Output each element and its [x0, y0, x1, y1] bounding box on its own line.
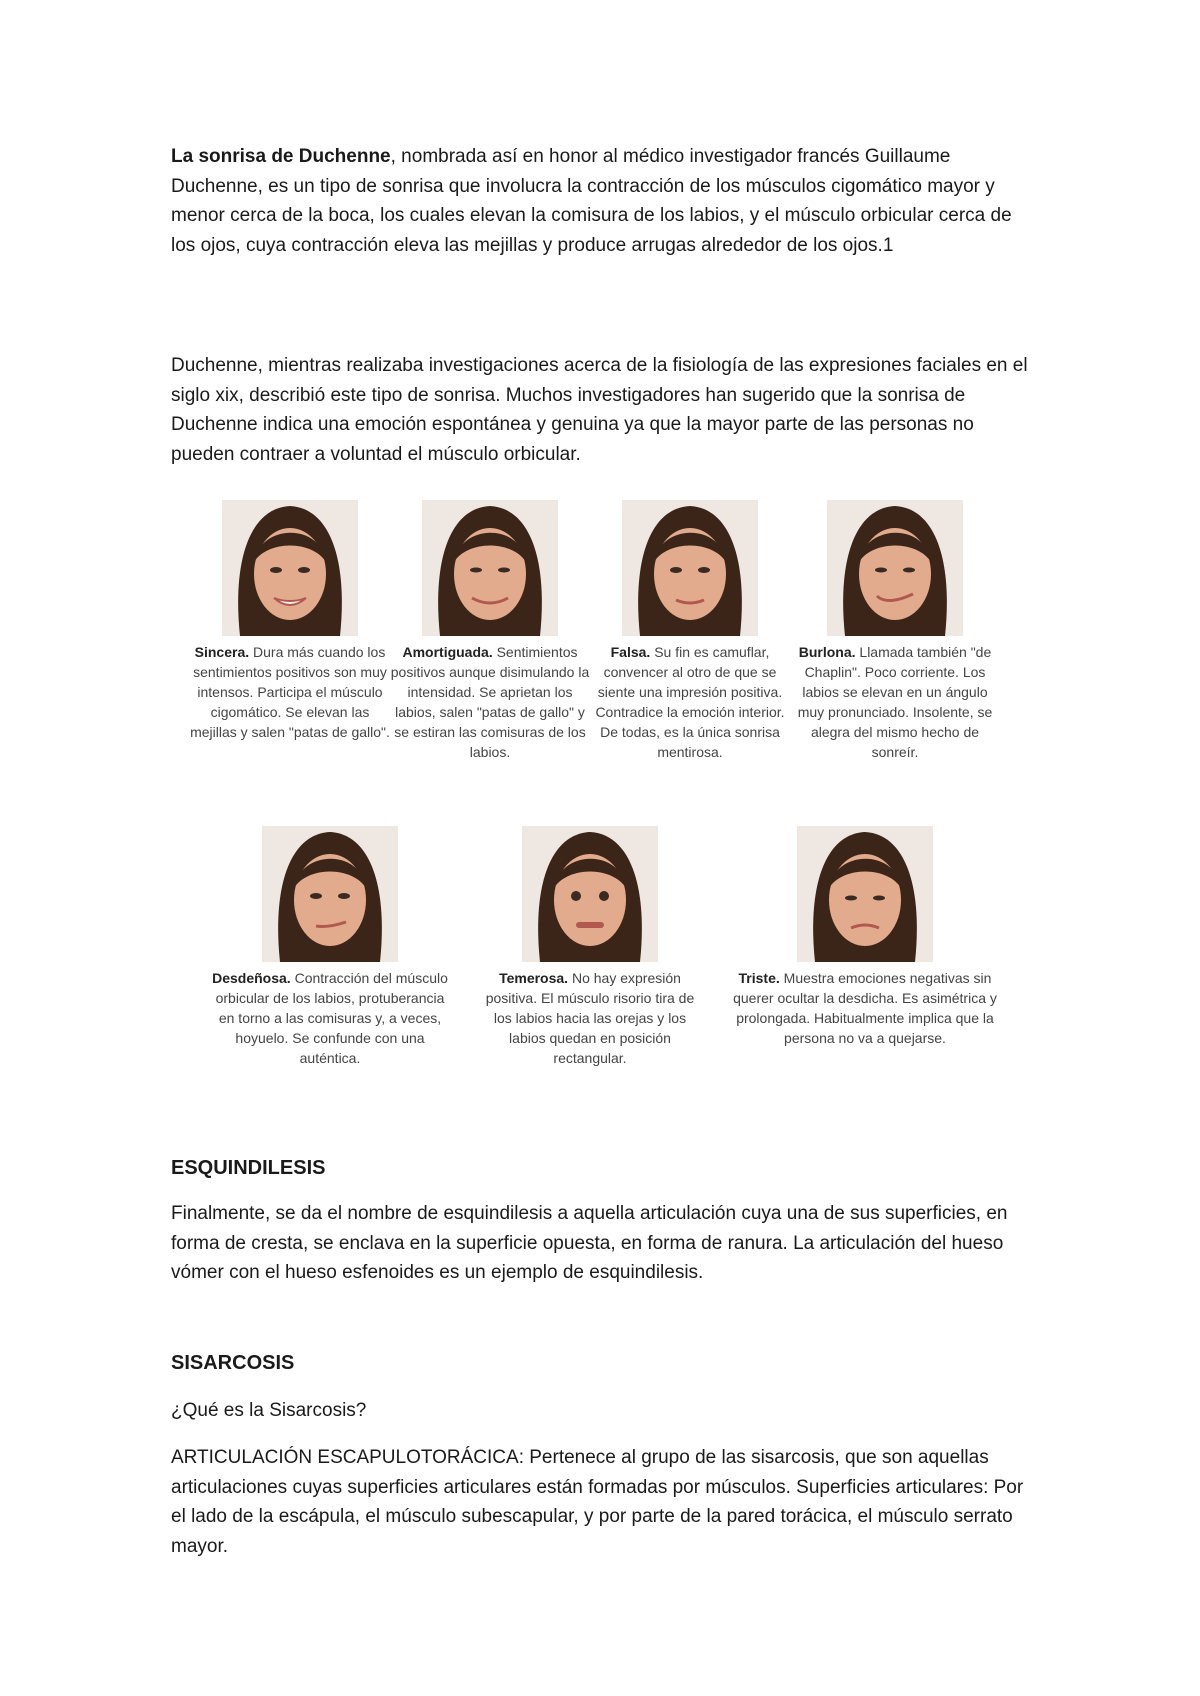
face-card-burlona — [790, 500, 1000, 762]
face-caption: Amortiguada. Sentimientos positivos aunque disimulando la intensidad. Se aprietan los labios, salen "patas de gallo" y se estiran las comisuras de los labios. — [390, 644, 590, 760]
faces-figure — [190, 500, 1020, 1070]
sisarcosis-paragraph: ARTICULACIÓN ESCAPULOTORÁCICA: Pertenece al grupo de las sisarcosis, que son aquellas articulaciones cuyas superficies articulares están formadas por músculos. Superficies articulares: Por el lado de la escápula, el músculo subescapular, y por parte de la pared torácica, el músculo serrato mayor. — [171, 1447, 1024, 1557]
face-photo — [422, 500, 558, 636]
face-caption: Triste. Muestra emociones negativas sin querer ocultar la desdicha. Es asimétrica y prolongada. Habitualmente implica que la persona no va a quejarse. — [733, 970, 997, 1046]
face-card-triste — [730, 826, 1000, 1048]
face-photo — [522, 826, 658, 962]
duchenne-paragraph: Duchenne, mientras realizaba investigaciones acerca de la fisiología de las expresiones faciales en el siglo xix, describió este tipo de sonrisa. Muchos investigadores han sugerido que la sonrisa de Duchenne indica una emoción espontánea y genuina ya que la mayor parte de las personas no pueden contraer a voluntad el músculo orbicular. — [171, 355, 1028, 465]
face-caption: Falsa. Su fin es camuflar, convencer al otro de que se siente una impresión positiva. Contradice la emoción interior. De todas, es la única sonrisa mentirosa. — [595, 644, 785, 760]
intro-lead: La sonrisa de Duchenne — [171, 146, 391, 167]
face-card-falsa — [590, 500, 790, 762]
face-caption: Desdeñosa. Contracción del músculo orbicular de los labios, protuberancia en torno a las comisuras y, a veces, hoyuelo. Se confunde con una auténtica. — [212, 970, 448, 1066]
face-card-sincera — [190, 500, 390, 742]
face-photo — [262, 826, 398, 962]
sisarcosis-heading: SISARCOSIS — [171, 1352, 295, 1374]
intro-rest: , nombrada así en honor al médico investigador francés Guillaume Duchenne, es un tipo de sonrisa que involucra la contracción de los músculos cigomático mayor y menor cerca de la boca, los cuales elevan la comisura de los labios, y el músculo orbicular cerca de los ojos, cuya contracción eleva las mejillas y produce arrugas alrededor de los ojos.1 — [171, 146, 1012, 256]
esquindilesis-paragraph: Finalmente, se da el nombre de esquindilesis a aquella articulación cuya una de sus superficies, en forma de cresta, se enclava en la superficie opuesta, en forma de ranura. La articulación del hueso vómer con el hueso esfenoides es un ejemplo de esquindilesis. — [171, 1203, 1008, 1283]
face-card-temerosa — [475, 826, 705, 1068]
intro-paragraph — [171, 142, 1039, 260]
face-caption: Burlona. Llamada también "de Chaplin". Poco corriente. Los labios se elevan en un ángulo muy pronunciado. Insolente, se alegra del mismo hecho de sonreír. — [797, 644, 993, 760]
esquindilesis-heading: ESQUINDILESIS — [171, 1157, 326, 1179]
face-card-desdenosa — [210, 826, 450, 1068]
face-photo — [222, 500, 358, 636]
face-caption: Sincera. Dura más cuando los sentimientos positivos son muy intensos. Participa el músculo cigomático. Se elevan las mejillas y salen "patas de gallo". — [190, 644, 390, 740]
face-photo — [622, 500, 758, 636]
face-photo — [827, 500, 963, 636]
sisarcosis-question: ¿Qué es la Sisarcosis? — [171, 1400, 367, 1421]
face-caption: Temerosa. No hay expresión positiva. El músculo risorio tira de los labios hacia las orejas y los labios quedan en posición rectangular. — [485, 970, 695, 1066]
face-photo — [797, 826, 933, 962]
face-card-amortiguada — [390, 500, 590, 762]
